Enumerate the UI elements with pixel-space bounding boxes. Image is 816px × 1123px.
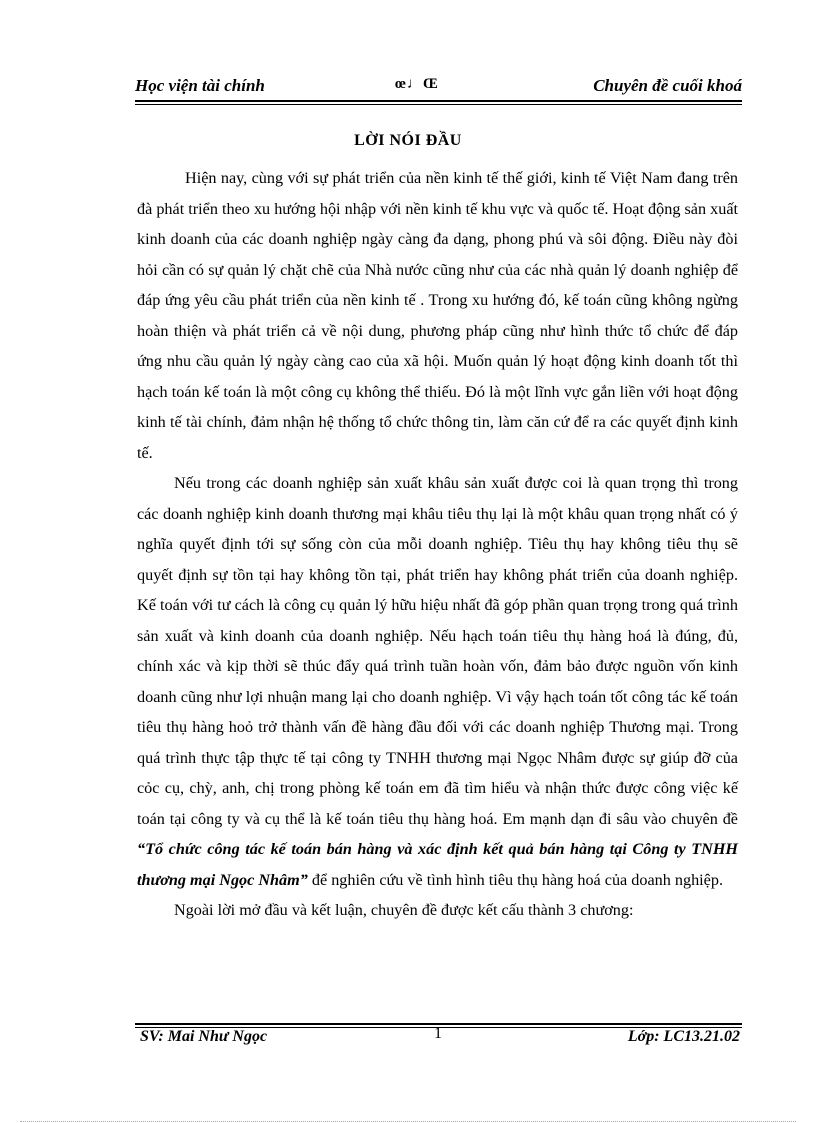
paragraph-1: Hiện nay, cùng với sự phát triển của nền kinh tế thế giới, kinh tế Việt Nam đang trên đà phát triển theo xu hướng hội nhập với nền kinh tế khu vực và quốc tế. Hoạt động sản xuất kinh doanh của các doanh nghiệp ngày càng đa dạng, phong phú và sôi động. Điều này đòi hỏi cần có sự quản lý chặt chẽ của Nhà nước cũng như của các nhà quản lý doanh nghiệp để đáp ứng yêu cầu phát triển của nền kinh tế . Trong xu hướng đó, kế toán cũng không ngừng hoàn thiện và phát triển cả về nội dung, phương pháp cũng như hình thức tổ chức để đáp ứng nhu cầu quản lý ngày càng cao của xã hội. Muốn quản lý hoạt động kinh doanh tốt thì hạch toán kế toán là một công cụ không thể thiếu. Đó là một lĩnh vực gắn liền với hoạt động kinh tế tài chính, đảm nhận hệ thống tổ chức thông tin, làm căn cứ để ra các quyết định kinh tế. [137, 169, 738, 462]
page-title: LỜI NÓI ĐẦU [354, 132, 462, 149]
footer-student: SV: Mai Như Ngọc [140, 1028, 268, 1045]
paragraph-2-tail: để nghiên cứu về tình hình tiêu thụ hàng hoá của doanh nghiệp. [311, 870, 724, 889]
paragraph-3: Ngoài lời mở đầu và kết luận, chuyên đề được kết cấu thành 3 chương: [174, 901, 634, 919]
paragraph-2 [137, 468, 738, 895]
header-rule-thick [135, 100, 742, 102]
page-number: 1 [434, 1025, 442, 1042]
paragraph-2-text: Nếu trong các doanh nghiệp sản xuất khâu sản xuất được coi là quan trọng thì trong các doanh nghiệp kinh doanh thương mại khâu tiêu thụ lại là một khâu quan trọng nhất có ý nghĩa quyết định tới sự sống còn của mỗi doanh nghiệp. Tiêu thụ hay không tiêu thụ sẽ quyết định sự tồn tại hay không tồn tại, phát triển hay không phát triển của doanh nghiệp. Kế toán với tư cách là công cụ quản lý hữu hiệu nhất đã góp phần quan trọng trong quá trình sản xuất và kinh doanh của doanh nghiệp. Nếu hạch toán tiêu thụ hàng hoá là đúng, đủ, chính xác và kịp thời sẽ thúc đẩy quá trình tuần hoàn vốn, đảm bảo được nguồn vốn kinh doanh cũng như lợi nhuận mang lại cho doanh nghiệp. Vì vậy hạch toán tốt công tác kế toán tiêu thụ hàng hoỏ trở thành vấn đề hàng đầu đối với các doanh nghiệp Thương mại. Trong quá trình thực tập thực tế tại công ty TNHH thương mại Ngọc Nhâm được sự giúp đỡ của cỏc cụ, chỳ, anh, chị trong phòng kế toán em đã tìm hiểu và nhận thức được công việc kế toán tại công ty và cụ thể là kế toán tiêu thụ hàng hoá. Em mạnh dạn đi sâu vào chuyên đề [137, 474, 738, 828]
thesis-topic-title: “Tổ chức công tác kế toán bán hàng và xác định kết quả bán hàng tại Công ty TNHH thương mại Ngọc Nhâm” [137, 840, 738, 889]
header-report-type: Chuyên đề cuối khoá [593, 76, 742, 95]
page-footer [140, 1025, 742, 1052]
header-institution: Học viện tài chính [135, 76, 265, 95]
page-header [135, 74, 742, 100]
document-body [137, 163, 738, 926]
header-rule-thin [135, 104, 742, 105]
footer-class: Lớp: LC13.21.02 [627, 1028, 740, 1045]
header-ornament: œ♩Œ [395, 76, 439, 92]
